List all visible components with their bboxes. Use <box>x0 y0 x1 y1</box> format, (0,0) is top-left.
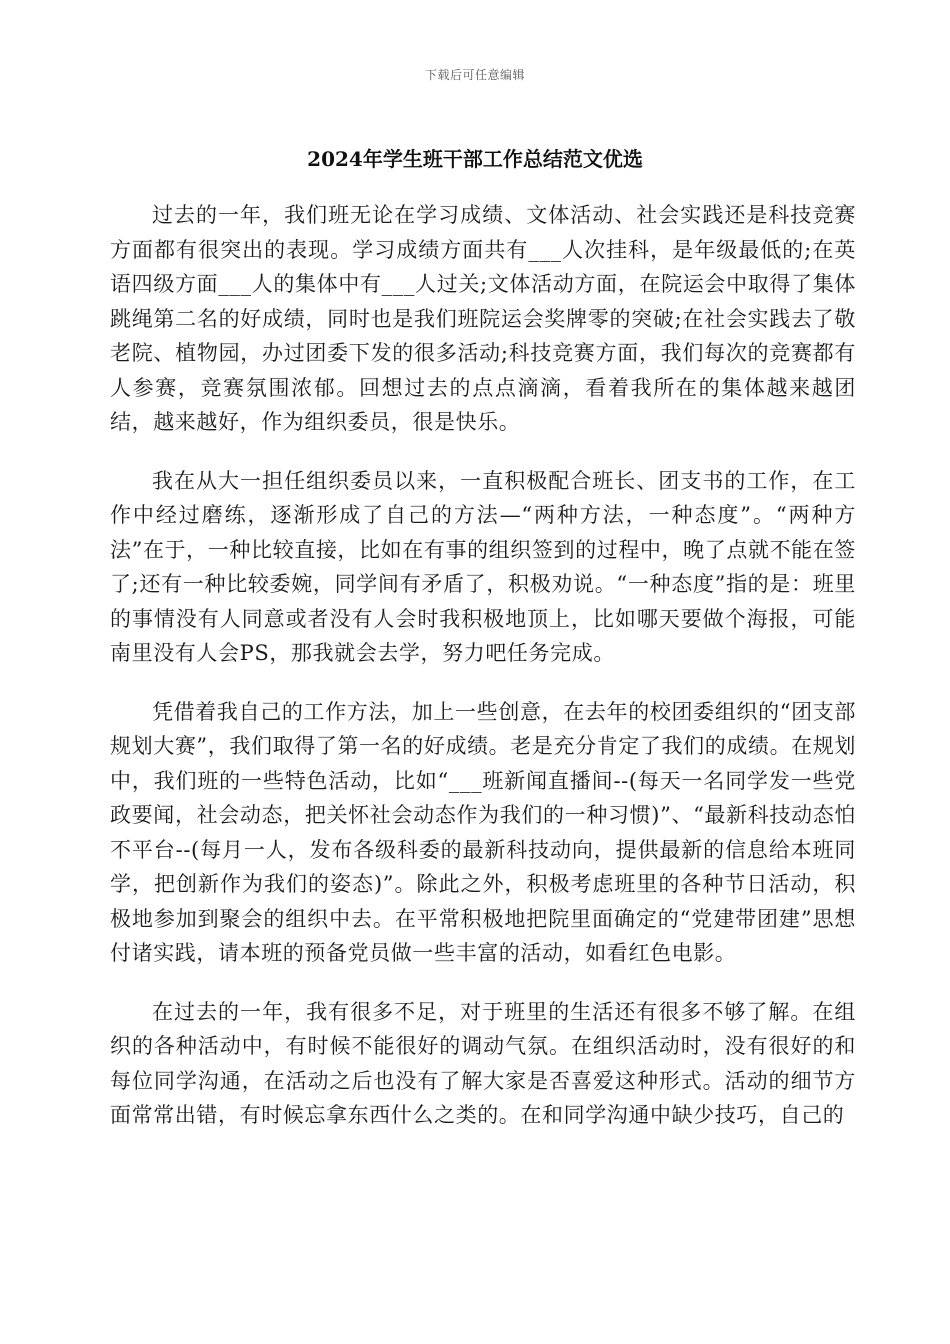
header-note: 下载后可任意编辑 <box>424 68 525 82</box>
document-body <box>110 198 856 1157</box>
document-title: 2024年学生班干部工作总结范文优选 <box>307 147 643 171</box>
paragraph: 在过去的一年，我有很多不足，对于班里的生活还有很多不够了解。在组织的各种活动中，有时候不能很好的调动气氛。在组织活动时，没有很好的和每位同学沟通，在活动之后也没有了解大家是否喜爱这种形式。活动的细节方面常常出错，有时候忘拿东西什么之类的。在和同学沟通中缺少技巧，自己的 <box>110 999 856 1127</box>
paragraph: 过去的一年，我们班无论在学习成绩、文体活动、社会实践还是科技竞赛方面都有很突出的表现。学习成绩方面共有___人次挂科，是年级最低的;在英语四级方面___人的集体中有___人过关;文体活动方面，在院运会中取得了集体跳绳第二名的好成绩，同时也是我们班院运会奖牌零的突破;在社会实践去了敬老院、植物园，办过团委下发的很多活动;科技竞赛方面，我们每次的竞赛都有人参赛，竞赛氛围浓郁。回想过去的点点滴滴，看着我所在的集体越来越团结，越来越好，作为组织委员，很是快乐。 <box>110 203 857 434</box>
paragraph: 凭借着我自己的工作方法，加上一些创意，在去年的校团委组织的“团支部规划大赛”，我们取得了第一名的好成绩。老是充分肯定了我们的成绩。在规划中，我们班的一些特色活动，比如“___班新闻直播间--(每天一名同学发一些党政要闻，社会动态，把关怀社会动态作为我们的一种习惯)”、“最新科技动态怕不平台--(每月一人，发布各级科委的最新科技动向，提供最新的信息给本班同学，把创新作为我们的姿态)”。除此之外，积极考虑班里的各种节日活动，积极地参加到聚会的组织中去。在平常积极地把院里面确定的“党建带团建”思想付诸实践，请本班的预备党员做一些丰富的活动，如看红色电影。 <box>110 699 856 965</box>
paragraph: 我在从大一担任组织委员以来，一直积极配合班长、团支书的工作，在工作中经过磨练，逐渐形成了自己的方法—“两种方法，一种态度”。“两种方法”在于，一种比较直接，比如在有事的组织签到的过程中，晚了点就不能在签了;还有一种比较委婉，同学间有矛盾了，积极劝说。“一种态度”指的是：班里的事情没有人同意或者没有人会时我积极地顶上，比如哪天要做个海报，可能南里没有人会PS，那我就会去学，努力吧任务完成。 <box>110 468 856 665</box>
